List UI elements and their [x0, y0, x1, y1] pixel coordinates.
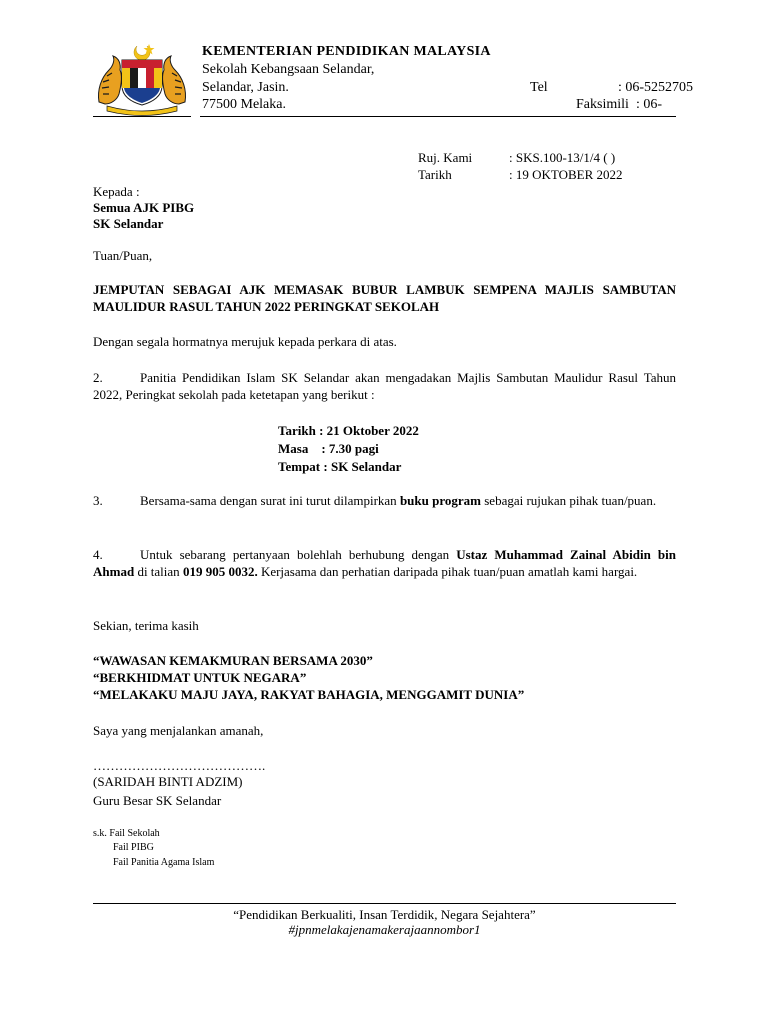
date-value: : 19 OKTOBER 2022 [509, 167, 623, 182]
event-date: Tarikh : 21 Oktober 2022 [278, 423, 419, 438]
to-label: Kepada : [93, 184, 140, 199]
ministry-name: KEMENTERIAN PENDIDIKAN MALAYSIA [202, 44, 491, 59]
event-time: Masa : 7.30 pagi [278, 441, 379, 456]
header-divider-left [93, 116, 191, 117]
paragraph-4-number: 4. [93, 547, 103, 562]
event-place: Tempat : SK Selandar [278, 459, 402, 474]
paragraph-3-text-a: Bersama-sama dengan surat ini turut dilampirkan [140, 493, 400, 508]
paragraph-3-text-b: sebagai rujukan pihak tuan/puan. [480, 493, 657, 508]
slogan-2: “BERKHIDMAT UNTUK NEGARA” [93, 670, 307, 685]
cc-item-1: Fail PIBG [113, 842, 154, 853]
school-address-line-3: 77500 Melaka. [202, 97, 286, 112]
slogan-1: “WAWASAN KEMAKMURAN BERSAMA 2030” [93, 653, 373, 668]
recipient-line-1: Semua AJK PIBG [93, 200, 195, 215]
paragraph-2-text: Panitia Pendidikan Islam SK Selandar akan mengadakan Majlis Sambutan Maulidur Rasul Tahun 2022, Peringkat sekolah pada ketetapan yang berikut : [93, 370, 676, 402]
closing-thanks: Sekian, terima kasih [93, 618, 199, 633]
contact-person-name: Ustaz Muhammad Zainal Abidin bin Ahmad [93, 547, 677, 579]
ruj-value: : SKS.100-13/1/4 ( ) [509, 150, 616, 165]
closing-trust: Saya yang menjalankan amanah, [93, 723, 264, 738]
fax-value: : 06- [636, 97, 663, 112]
paragraph-1: Dengan segala hormatnya merujuk kepada perkara di atas. [93, 334, 397, 349]
paragraph-4 [93, 546, 676, 580]
coat-of-arms-logo [93, 42, 191, 116]
ruj-label: Ruj. Kami [418, 150, 473, 165]
signatory-title: Guru Besar SK Selandar [93, 793, 222, 808]
contact-phone: 019 905 0032. [182, 564, 258, 579]
signature-line: …………………………………. [93, 758, 266, 773]
tel-label: Tel [530, 80, 548, 95]
school-address-line-2: Selandar, Jasin. [202, 80, 289, 95]
paragraph-3 [93, 492, 676, 509]
recipient-line-2: SK Selandar [93, 216, 164, 231]
slogan-3: “MELAKAKU MAJU JAYA, RAKYAT BAHAGIA, MENGGAMIT DUNIA” [93, 687, 525, 702]
paragraph-2-number: 2. [93, 370, 103, 385]
paragraph-4-text-b: di talian [134, 564, 183, 579]
school-address-line-1: Sekolah Kebangsaan Selandar, [202, 62, 375, 77]
cc-label: s.k. Fail Sekolah [93, 828, 160, 839]
footer-motto: “Pendidikan Berkualiti, Insan Terdidik, Negara Sejahtera” [233, 907, 536, 922]
footer-divider [93, 903, 676, 904]
letter-subject: JEMPUTAN SEBAGAI AJK MEMASAK BUBUR LAMBUK SEMPENA MAJLIS SAMBUTAN MAULIDUR RASUL TAHUN 2022 PERINGKAT SEKOLAH [93, 282, 676, 314]
paragraph-4-text-a: Untuk sebarang pertanyaan bolehlah berhubung dengan [140, 547, 457, 562]
paragraph-3-number: 3. [93, 493, 103, 508]
date-label: Tarikh [418, 167, 452, 182]
header-divider-right [200, 116, 676, 117]
cc-item-2: Fail Panitia Agama Islam [113, 857, 215, 868]
signatory-name: (SARIDAH BINTI ADZIM) [93, 774, 243, 789]
paragraph-3-bold: buku program [399, 493, 481, 508]
paragraph-4-text-c: Kerjasama dan perhatian daripada pihak tuan/puan amatlah kami hargai. [257, 564, 638, 579]
tel-value: : 06-5252705 [618, 80, 694, 95]
fax-label: Faksimili [576, 97, 629, 112]
salutation: Tuan/Puan, [93, 248, 153, 263]
footer-hashtag: #jpnmelakajenamakerajaannombor1 [288, 922, 481, 937]
